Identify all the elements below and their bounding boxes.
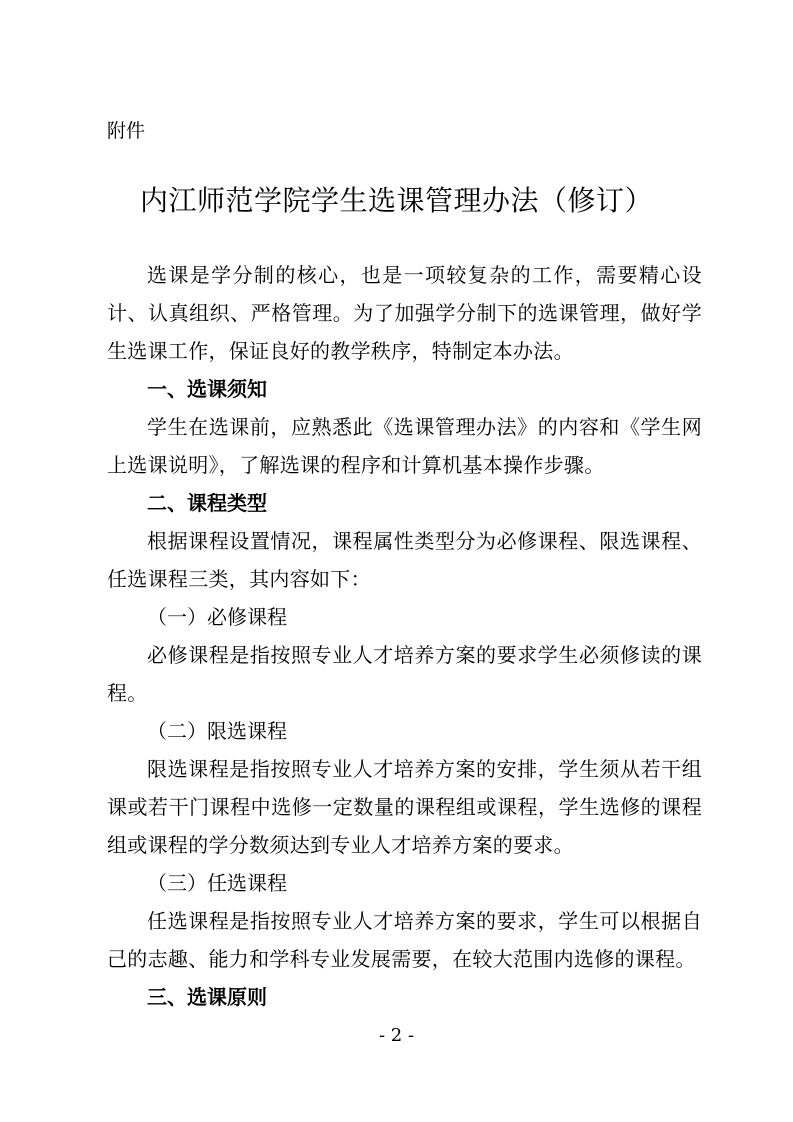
subsection-heading-1: （一）必修课程 xyxy=(147,605,287,629)
section-paragraph-2: 根据课程设置情况，课程属性类型分为必修课程、限选课程、任选课程三类，其内容如下： xyxy=(107,529,702,591)
page-number: - 2 - xyxy=(378,1025,415,1046)
section-heading-3: 三、选课原则 xyxy=(147,985,267,1009)
section-heading-2: 二、课程类型 xyxy=(147,491,267,515)
section-paragraph-1: 学生在选课前，应熟悉此《选课管理办法》的内容和《学生网上选课说明》，了解选课的程序和计算机基本操作步骤。 xyxy=(107,415,702,477)
document-title: 内江师范学院学生选课管理办法（修订） xyxy=(139,184,653,217)
subsection-paragraph-1: 必修课程是指按照专业人才培养方案的要求学生必须修读的课程。 xyxy=(107,643,702,705)
subsection-paragraph-2: 限选课程是指按照专业人才培养方案的安排，学生须从若干组课或若干门课程中选修一定数量的课程组或课程，学生选修的课程组或课程的学分数须达到专业人才培养方案的要求。 xyxy=(107,757,702,857)
section-heading-1: 一、选课须知 xyxy=(147,377,267,401)
subsection-heading-3: （三）任选课程 xyxy=(147,871,287,895)
subsection-paragraph-3: 任选课程是指按照专业人才培养方案的要求，学生可以根据自己的志趣、能力和学科专业发展需要，在较大范围内选修的课程。 xyxy=(107,909,702,971)
subsection-heading-2: （二）限选课程 xyxy=(147,719,287,743)
attachment-label: 附件 xyxy=(107,120,146,142)
intro-paragraph: 选课是学分制的核心，也是一项较复杂的工作，需要精心设计、认真组织、严格管理。为了加强学分制下的选课管理，做好学生选课工作，保证良好的教学秩序，特制定本办法。 xyxy=(107,263,702,363)
document-body xyxy=(107,256,702,1016)
